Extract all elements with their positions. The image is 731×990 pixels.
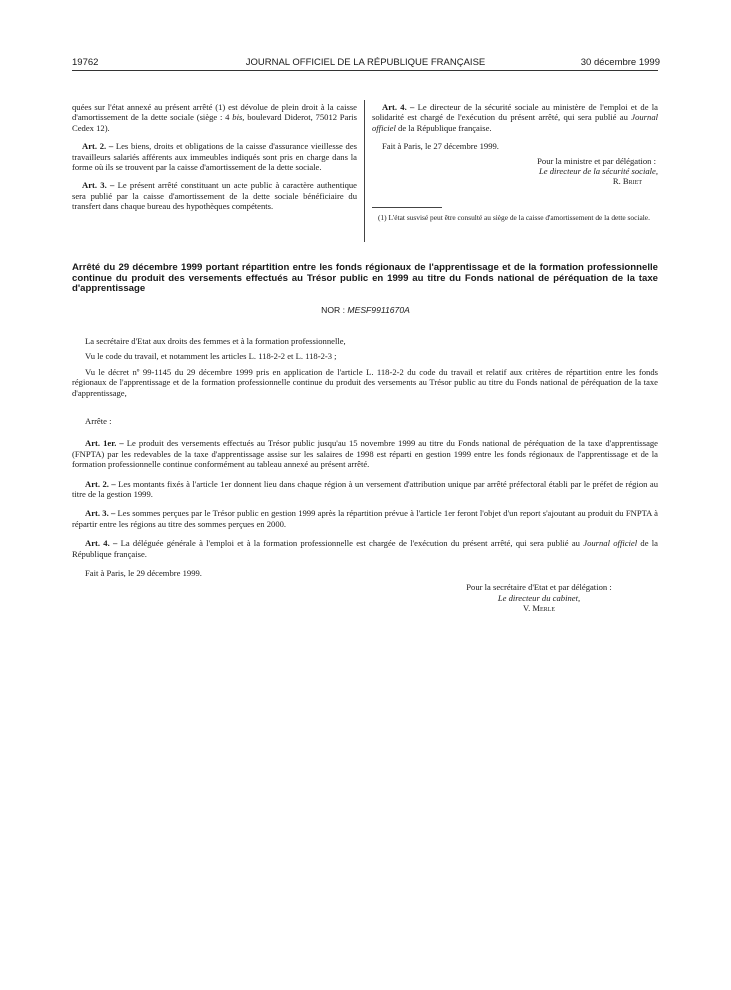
- continuation-bis: bis,: [232, 112, 245, 123]
- footnote-rule: [372, 207, 442, 208]
- decree-signature-name: [420, 603, 658, 614]
- column-divider: [364, 100, 365, 242]
- continuation-paragraph: [72, 102, 357, 133]
- signature-line-1: Pour la ministre et par délégation :: [537, 155, 656, 166]
- journal-title: JOURNAL OFFICIEL DE LA RÉPUBLIQUE FRANÇAISE: [245, 57, 486, 68]
- article-label: Art. 2. –: [82, 141, 114, 152]
- decree-done-at-paris: Fait à Paris, le 29 décembre 1999.: [85, 568, 202, 579]
- decree-signature-line-2: Le directeur du cabinet,: [497, 592, 581, 603]
- footnote: (1) L'état susvisé peut être consulté au siège de la caisse d'amortissement de la dette sociale.: [378, 213, 650, 222]
- decree-title: Arrêté du 29 décembre 1999 portant répartition entre les fonds régionaux de l'apprentissage et de la formation professionnelle continue du produit des versements effectués au Trésor public en 1999 au titre du Fonds national de péréquation de la taxe d'apprentissage: [72, 262, 658, 295]
- article-label: Art. 1er. –: [85, 438, 124, 449]
- article-text: Les biens, droits et obligations de la caisse d'assurance vieillesse des travailleurs salariés afférents aux immeubles indiqués sont pris en charge dans la forme où ils se trouvent par la caisse d'amortissement de la dette sociale.: [72, 141, 357, 173]
- journal-officiel-ref: Journal officiel: [372, 112, 658, 133]
- nor-reference: [0, 305, 731, 315]
- continuation-text-a: quées sur l'état annexé au présent arrêté (1) est dévolue de plein droit à la caisse d'amortissement de la dette sociale (siège : 4: [72, 102, 357, 123]
- article-text-b: de la République française.: [395, 122, 492, 133]
- signature-name: [372, 176, 658, 186]
- decree-art-1: [72, 438, 658, 469]
- preamble-3: Vu le décret nº 99-1145 du 29 décembre 1999 pris en application de l'article L. 118-2-2 du code du travail et relatif aux critères de répartition entre les fonds régionaux de l'apprentissage et de la formation professionnelle continue du produit des versements au Trésor public au titre du Fonds national de péréquation de la taxe d'apprentissage,: [72, 366, 658, 398]
- decree-art-4: [72, 538, 658, 559]
- arrete-heading: Arrête :: [85, 416, 112, 427]
- article-label: Art. 2. –: [85, 478, 116, 489]
- article-text-a: Le directeur de la sécurité sociale au ministère de l'emploi et de la solidarité est chargé de l'exécution du présent arrêté, qui sera publié au: [372, 102, 658, 123]
- decree-art-3: [72, 508, 658, 529]
- signature-name-initial: R. B: [612, 176, 629, 187]
- header-rule: [72, 70, 658, 71]
- decree-signature-block: [420, 582, 658, 614]
- issue-date: 30 décembre 1999: [580, 57, 660, 68]
- article-text: Les montants fixés à l'article 1er donnent lieu dans chaque région à un versement d'attribution unique par arrêté préfectoral établi par le préfet de région au titre de la gestion 1999.: [72, 478, 659, 500]
- page-number: 19762: [72, 57, 99, 68]
- article-label: Art. 4. –: [85, 538, 118, 549]
- article-label: Art. 4. –: [382, 102, 415, 112]
- decree-signature-line-1: Pour la secrétaire d'Etat et par délégation :: [466, 582, 612, 592]
- decree-body: [72, 336, 658, 584]
- decree-art-2: [72, 479, 658, 500]
- decree-signature-rest: erle: [540, 603, 556, 614]
- continuation-text-b: boulevard Diderot, 75012 Paris Cedex 12).: [72, 112, 357, 133]
- article-text-b: de la République française.: [72, 538, 658, 559]
- journal-officiel-ref: Journal officiel: [583, 538, 638, 549]
- nor-label: NOR :: [321, 305, 348, 315]
- decree-signature-initial: V. M: [522, 603, 541, 614]
- previous-art-3: [72, 180, 357, 211]
- preamble-1: La secrétaire d'Etat aux droits des femmes et à la formation professionnelle,: [85, 336, 346, 346]
- article-text-a: La déléguée générale à l'emploi et à la formation professionnelle est chargée de l'exécution du présent arrêté, qui sera publié au: [117, 538, 584, 549]
- article-text: Le présent arrêté constituant un acte public à caractère authentique sera publié par la caisse d'amortissement de la dette sociale bénéficiaire du transfert dans chaque bureau des hypothèques compétents.: [72, 180, 358, 212]
- article-label: Art. 3. –: [85, 508, 116, 519]
- previous-art-2: [72, 141, 357, 172]
- done-at-paris: Fait à Paris, le 27 décembre 1999.: [382, 141, 499, 152]
- nor-code: MESF9911670A: [347, 305, 410, 315]
- article-text: Les sommes perçues par le Trésor public en gestion 1999 après la répartition prévue à l'article 1er feront l'objet d'un report s'ajoutant au produit du FNPTA à répartir entre les régions au titre des sommes perçues en 2000.: [72, 508, 658, 529]
- signature-line-2: Le directeur de la sécurité sociale,: [538, 166, 658, 177]
- previous-art-4: [372, 102, 658, 133]
- article-text: Le produit des versements effectués au Trésor public jusqu'au 15 novembre 1999 au titre du Fonds national de péréquation de la taxe d'apprentissage (FNPTA) par les redevables de la taxe d'apprentissage assise sur les salaires de 1998 est réparti en gestion 1999 entre les fonds régionaux de l'apprentissage et de la formation professionnelle continue conformément au tableau annexé au présent arrêté.: [72, 438, 658, 470]
- previous-decree-left-column: [72, 102, 357, 220]
- preamble-2: Vu le code du travail, et notamment les articles L. 118-2-2 et L. 118-2-3 ;: [85, 351, 337, 362]
- previous-decree-right-column: [372, 102, 658, 187]
- article-label: Art. 3. –: [82, 180, 115, 191]
- signature-name-rest: riet: [628, 176, 642, 187]
